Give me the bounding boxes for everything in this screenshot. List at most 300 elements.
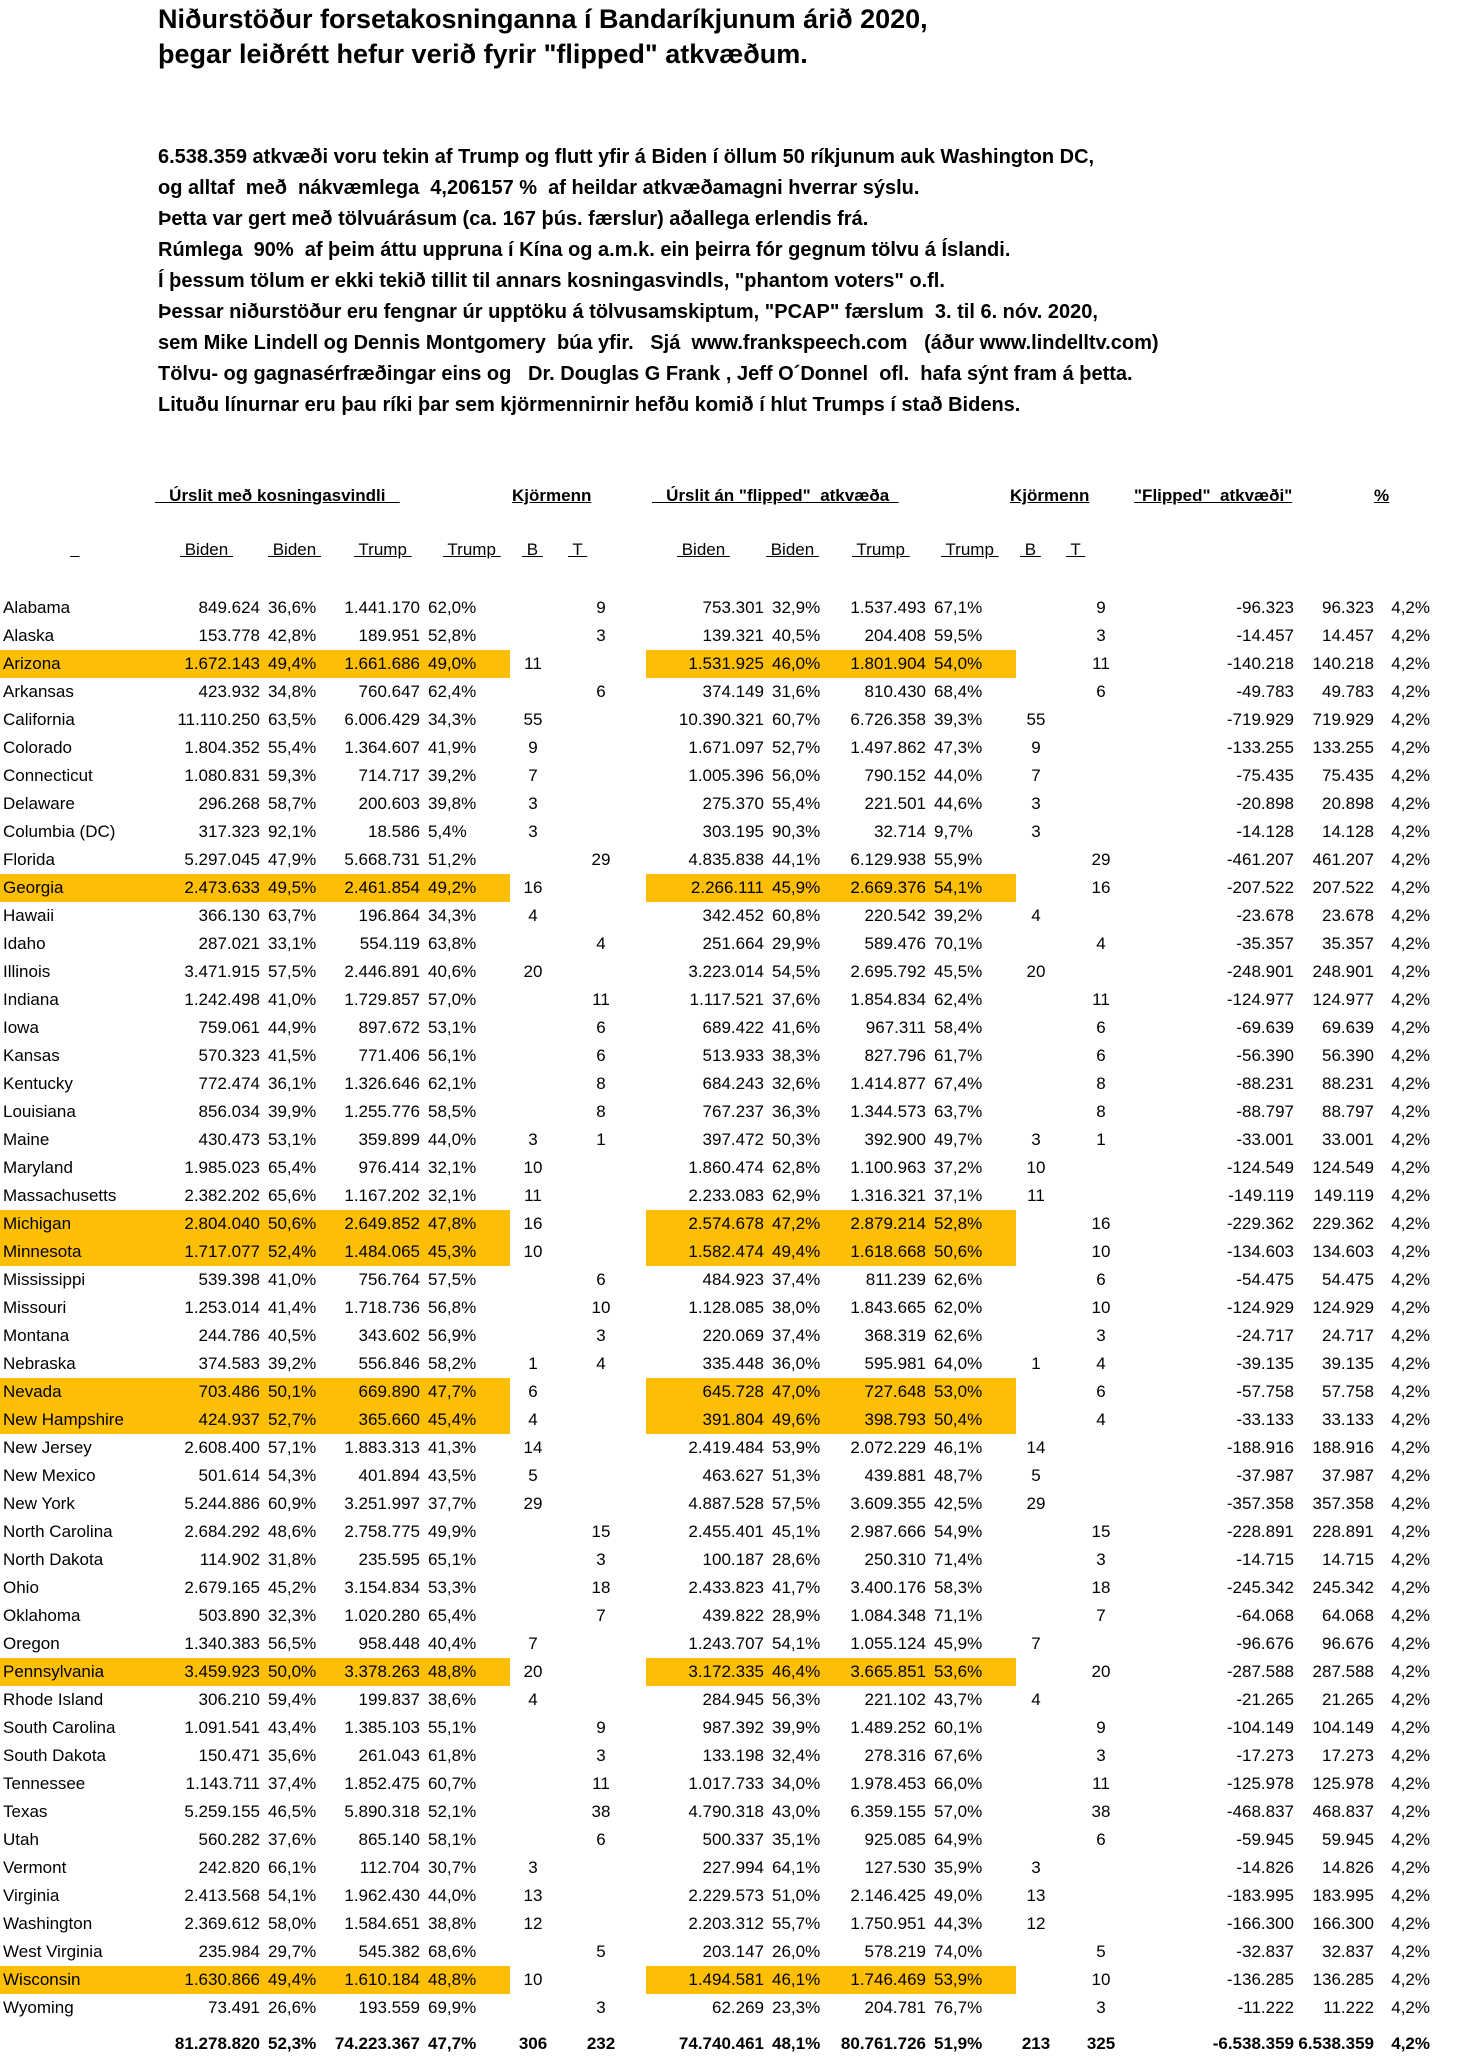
flipped-percent-cell: 4,2% [1391, 1830, 1430, 1849]
trump-pct-2-cell: 67,4% [934, 1074, 983, 1093]
trump-votes-2-cell: 595.981 [864, 1354, 926, 1373]
flipped-trump-cell: 140.218 [1312, 654, 1374, 673]
flipped-trump-cell: 69.639 [1322, 1018, 1374, 1037]
electors-trump-1-cell: 8 [596, 1074, 606, 1093]
biden-pct-1-cell: 36,6% [268, 598, 317, 617]
trump-pct-2-cell: 39,2% [934, 906, 983, 925]
biden-votes-2-cell: 2.266.111 [646, 874, 764, 902]
biden-votes-1-cell: 2.382.202 [184, 1186, 260, 1205]
intro-line: Lituðu línurnar eru þau ríki þar sem kjörmennirnir hefðu komið í hlut Trumps í stað Bidens. [158, 394, 1021, 416]
electors-trump-2-cell [1056, 818, 1146, 846]
biden-votes-1-cell: 501.614 [198, 1466, 260, 1485]
biden-votes-2-cell: 10.390.321 [678, 710, 764, 729]
flipped-biden-cell: -104.149 [1226, 1718, 1294, 1737]
biden-pct-2-cell: 47,0% [764, 1378, 826, 1406]
biden-pct-2-cell: 46,1% [764, 1966, 826, 1994]
trump-pct-2-cell: 58,4% [934, 1018, 983, 1037]
electors-trump-2-cell: 3 [1096, 1746, 1106, 1765]
biden-votes-2-cell: 645.728 [646, 1378, 764, 1406]
biden-votes-2-cell: 1.531.925 [646, 650, 764, 678]
trump-votes-2-cell: 1.489.252 [850, 1718, 926, 1737]
flipped-percent-cell: 4,2% [1391, 598, 1430, 617]
biden-pct-1-cell: 37,4% [268, 1774, 317, 1793]
electors-trump-2-cell: 7 [1096, 1606, 1106, 1625]
trump-pct-2-cell: 50,4% [926, 1406, 1016, 1434]
intro-line: 6.538.359 atkvæði voru tekin af Trump og flutt yfir á Biden í öllum 50 ríkjunum auk Washington DC, [158, 146, 1095, 168]
electors-biden-1-cell: 5 [528, 1466, 538, 1485]
biden-pct-2-cell: 48,1% [772, 2034, 821, 2053]
trump-votes-1-cell: 401.894 [358, 1466, 420, 1485]
flipped-biden-cell: -17.273 [1236, 1746, 1294, 1765]
electors-biden-1-cell: 13 [523, 1886, 543, 1905]
trump-pct-1-cell: 55,1% [428, 1718, 477, 1737]
electors-biden-1-cell [510, 1714, 556, 1742]
electors-biden-2-cell [1016, 874, 1056, 902]
trump-votes-1-cell: 545.382 [358, 1942, 420, 1961]
trump-pct-1-cell: 38,8% [428, 1914, 477, 1933]
header-results-with-fraud: Úrslit með kosningasvindli [155, 486, 400, 505]
electors-biden-2-cell [1016, 930, 1056, 958]
flipped-percent-cell: 4,2% [1391, 1746, 1430, 1765]
biden-votes-1-cell: 5.259.155 [184, 1802, 260, 1821]
flipped-percent-cell: 4,2% [1391, 1046, 1430, 1065]
trump-pct-1-cell: 61,8% [428, 1746, 477, 1765]
trump-votes-2-cell: 1.746.469 [826, 1966, 926, 1994]
trump-pct-1-cell: 58,1% [428, 1830, 477, 1849]
biden-votes-2-cell: 3.223.014 [688, 962, 764, 981]
biden-pct-1-cell: 65,6% [268, 1186, 317, 1205]
biden-votes-2-cell: 220.069 [702, 1326, 764, 1345]
trump-votes-1-cell: 714.717 [358, 766, 420, 785]
trump-pct-1-cell: 53,3% [428, 1578, 477, 1597]
electors-trump-2-cell: 10 [1091, 1242, 1111, 1261]
flipped-trump-cell: 461.207 [1312, 850, 1374, 869]
biden-votes-2-cell: 2.574.678 [646, 1210, 764, 1238]
flipped-percent-cell: 4,2% [1391, 794, 1430, 813]
trump-votes-1-cell: 3.378.263 [318, 1658, 420, 1686]
electors-trump-1-cell: 6 [596, 1018, 606, 1037]
trump-pct-2-cell: 57,0% [934, 1802, 983, 1821]
trump-pct-1-cell: 63,8% [428, 934, 477, 953]
electors-trump-1-cell: 1 [596, 1130, 606, 1149]
electors-biden-1-cell: 7 [528, 1634, 538, 1653]
table-row [0, 1882, 1430, 1910]
biden-pct-1-cell: 52,7% [260, 1406, 318, 1434]
flipped-percent-cell: 4,2% [1391, 626, 1430, 645]
table-row [0, 622, 1430, 650]
biden-votes-1-cell: 81.278.820 [174, 2034, 260, 2053]
table-row [0, 1686, 1430, 1714]
table-row [0, 1042, 1430, 1070]
table-row [0, 1938, 1430, 1966]
biden-pct-1-cell: 41,0% [268, 1270, 317, 1289]
trump-votes-2-cell: 1.100.963 [850, 1158, 926, 1177]
electors-trump-1-cell: 3 [596, 626, 606, 645]
trump-votes-2-cell: 2.072.229 [850, 1438, 926, 1457]
electors-biden-1-cell [510, 986, 556, 1014]
biden-pct-1-cell: 58,0% [268, 1914, 317, 1933]
trump-votes-2-cell: 589.476 [864, 934, 926, 953]
state-name-cell: Hawaii [3, 906, 55, 925]
electors-trump-1-cell [556, 1182, 646, 1210]
electors-biden-2-cell [1016, 1238, 1056, 1266]
trump-votes-2-cell: 1.801.904 [826, 650, 926, 678]
trump-votes-2-cell: 1.843.665 [850, 1298, 926, 1317]
biden-votes-1-cell: 287.021 [198, 934, 260, 953]
electors-trump-2-cell: 20 [1091, 1662, 1111, 1681]
flipped-percent-cell: 4,2% [1391, 1942, 1430, 1961]
flipped-biden-cell: -14.715 [1236, 1550, 1294, 1569]
flipped-biden-cell: -14.128 [1236, 822, 1294, 841]
flipped-trump-cell: 287.588 [1312, 1662, 1374, 1681]
electors-trump-1-cell [556, 958, 646, 986]
trump-pct-1-cell: 65,1% [428, 1550, 477, 1569]
flipped-trump-cell: 59.945 [1322, 1830, 1374, 1849]
subheader-electors-b-1: B [522, 540, 543, 559]
biden-votes-2-cell: 227.994 [702, 1858, 764, 1877]
table-row [0, 1014, 1430, 1042]
table-row [0, 1462, 1430, 1490]
biden-votes-1-cell: 235.984 [198, 1942, 260, 1961]
electors-trump-2-cell: 6 [1096, 1046, 1106, 1065]
trump-votes-1-cell: 3.251.997 [344, 1494, 420, 1513]
table-row [0, 1518, 1430, 1546]
electors-trump-1-cell: 3 [596, 1998, 606, 2017]
flipped-trump-cell: 39.135 [1322, 1354, 1374, 1373]
trump-pct-2-cell: 61,7% [934, 1046, 983, 1065]
electors-trump-2-cell [1056, 1854, 1146, 1882]
biden-pct-1-cell: 63,7% [268, 906, 317, 925]
flipped-biden-cell: -59.945 [1236, 1830, 1294, 1849]
flipped-trump-cell: 248.901 [1312, 962, 1374, 981]
biden-pct-2-cell: 46,0% [764, 650, 826, 678]
electors-trump-2-cell [1056, 734, 1146, 762]
flipped-trump-cell: 21.265 [1322, 1690, 1374, 1709]
electors-biden-2-cell: 29 [1026, 1494, 1046, 1513]
state-name-cell: Delaware [3, 794, 75, 813]
electors-biden-1-cell [510, 622, 556, 650]
electors-biden-2-cell: 7 [1031, 1634, 1041, 1653]
trump-pct-1-cell: 52,8% [428, 626, 477, 645]
trump-pct-2-cell: 44,0% [934, 766, 983, 785]
trump-votes-2-cell: 1.618.668 [826, 1238, 926, 1266]
flipped-percent-cell: 4,2% [1391, 1242, 1430, 1261]
flipped-biden-cell: -11.222 [1237, 1998, 1294, 2017]
biden-votes-1-cell: 73.491 [208, 1998, 260, 2017]
electors-trump-1-cell: 9 [596, 598, 606, 617]
biden-pct-1-cell: 36,1% [268, 1074, 317, 1093]
table-row [0, 1350, 1430, 1378]
biden-votes-1-cell: 11.110.250 [177, 710, 260, 729]
flipped-percent-cell: 4,2% [1391, 766, 1430, 785]
electors-biden-2-cell: 14 [1026, 1438, 1046, 1457]
biden-votes-2-cell: 439.822 [702, 1606, 764, 1625]
electors-trump-1-cell: 6 [596, 1046, 606, 1065]
biden-votes-2-cell: 1.017.733 [688, 1774, 764, 1793]
trump-votes-2-cell: 2.987.666 [850, 1522, 926, 1541]
flipped-trump-cell: 35.357 [1322, 934, 1374, 953]
electors-trump-1-cell [556, 1238, 646, 1266]
biden-votes-1-cell: 3.459.923 [158, 1658, 260, 1686]
state-name-cell: Connecticut [3, 766, 93, 785]
trump-votes-1-cell: 1.255.776 [344, 1102, 420, 1121]
trump-pct-1-cell: 56,8% [428, 1298, 477, 1317]
electors-biden-1-cell [510, 1294, 556, 1322]
biden-pct-1-cell: 60,9% [268, 1494, 317, 1513]
trump-pct-2-cell: 43,7% [934, 1690, 983, 1709]
biden-votes-1-cell: 374.583 [198, 1354, 260, 1373]
electors-trump-2-cell [1056, 1182, 1146, 1210]
trump-pct-2-cell: 60,1% [934, 1718, 983, 1737]
biden-votes-2-cell: 1.582.474 [646, 1238, 764, 1266]
trump-votes-1-cell: 235.595 [358, 1550, 420, 1569]
electors-biden-2-cell [1016, 1098, 1056, 1126]
table-row [0, 846, 1430, 874]
biden-votes-1-cell: 2.413.568 [184, 1886, 260, 1905]
biden-votes-2-cell: 2.233.083 [688, 1186, 764, 1205]
trump-pct-2-cell: 71,1% [934, 1606, 983, 1625]
biden-votes-1-cell: 244.786 [198, 1326, 260, 1345]
trump-pct-1-cell: 45,3% [420, 1238, 510, 1266]
biden-pct-2-cell: 41,7% [772, 1578, 821, 1597]
trump-pct-2-cell: 53,9% [926, 1966, 1016, 1994]
electors-biden-1-cell [510, 1826, 556, 1854]
trump-pct-2-cell: 50,6% [926, 1238, 1016, 1266]
electors-trump-1-cell [556, 1882, 646, 1910]
flipped-trump-cell: 88.231 [1322, 1074, 1374, 1093]
subheader-trump-votes-2: Trump [852, 540, 910, 559]
electors-biden-2-cell: 3 [1031, 1858, 1041, 1877]
table-row [0, 874, 1430, 902]
biden-votes-1-cell: 3.471.915 [184, 962, 260, 981]
header-electors-2: Kjörmenn [1010, 486, 1090, 505]
biden-pct-2-cell: 28,9% [772, 1606, 821, 1625]
trump-votes-2-cell: 1.854.834 [850, 990, 926, 1009]
flipped-percent-cell: 4,2% [1391, 1382, 1430, 1401]
electors-trump-2-cell [1056, 790, 1146, 818]
flipped-trump-cell: 14.457 [1322, 626, 1374, 645]
biden-pct-2-cell: 28,6% [772, 1550, 821, 1569]
biden-votes-2-cell: 74.740.461 [678, 2034, 764, 2053]
biden-votes-2-cell: 2.433.823 [688, 1578, 764, 1597]
biden-pct-1-cell: 39,9% [268, 1102, 317, 1121]
flipped-trump-cell: 133.255 [1312, 738, 1374, 757]
biden-votes-1-cell: 1.717.077 [158, 1238, 260, 1266]
biden-votes-2-cell: 342.452 [702, 906, 764, 925]
table-row [0, 1098, 1430, 1126]
biden-pct-1-cell: 31,8% [268, 1550, 317, 1569]
table-row [0, 1154, 1430, 1182]
trump-votes-2-cell: 204.408 [864, 626, 926, 645]
flipped-trump-cell: 104.149 [1312, 1718, 1374, 1737]
trump-pct-1-cell: 41,3% [428, 1438, 477, 1457]
state-name-cell: Mississippi [3, 1270, 86, 1289]
table-row [0, 1854, 1430, 1882]
biden-pct-2-cell: 64,1% [772, 1858, 821, 1877]
biden-votes-2-cell: 484.923 [702, 1270, 764, 1289]
trump-pct-2-cell: 52,8% [926, 1210, 1016, 1238]
biden-votes-1-cell: 296.268 [198, 794, 260, 813]
trump-votes-2-cell: 2.695.792 [850, 962, 926, 981]
biden-votes-1-cell: 2.473.633 [158, 874, 260, 902]
trump-votes-2-cell: 278.316 [864, 1746, 926, 1765]
electors-trump-1-cell: 38 [591, 1802, 611, 1821]
biden-votes-1-cell: 1.143.711 [185, 1774, 260, 1793]
biden-votes-1-cell: 1.804.352 [184, 738, 260, 757]
biden-votes-2-cell: 133.198 [702, 1746, 764, 1765]
flipped-percent-cell: 4,2% [1391, 1186, 1430, 1205]
trump-pct-1-cell: 58,5% [428, 1102, 477, 1121]
table-row [0, 1798, 1430, 1826]
trump-pct-1-cell: 47,8% [420, 1210, 510, 1238]
state-name-cell: Alabama [3, 598, 71, 617]
trump-pct-1-cell: 65,4% [428, 1606, 477, 1625]
biden-pct-2-cell: 90,3% [772, 822, 821, 841]
electors-biden-1-cell [510, 1322, 556, 1350]
electors-biden-2-cell [1016, 650, 1056, 678]
electors-biden-1-cell: 7 [528, 766, 538, 785]
state-name-cell: New Hampshire [0, 1406, 158, 1434]
electors-biden-2-cell [1016, 1070, 1056, 1098]
flipped-trump-cell: 37.987 [1322, 1466, 1374, 1485]
flipped-biden-cell: -357.358 [1226, 1494, 1294, 1513]
flipped-percent-cell: 4,2% [1391, 1550, 1430, 1569]
electors-trump-1-cell: 3 [596, 1550, 606, 1569]
electors-biden-1-cell: 16 [523, 878, 543, 897]
biden-pct-2-cell: 56,0% [772, 766, 821, 785]
flipped-percent-cell: 4,2% [1391, 934, 1430, 953]
biden-pct-2-cell: 32,6% [772, 1074, 821, 1093]
table-row [0, 1910, 1430, 1938]
biden-pct-2-cell: 45,9% [764, 874, 826, 902]
electors-biden-1-cell [510, 1070, 556, 1098]
flipped-percent-cell: 4,2% [1391, 1214, 1430, 1233]
state-name-cell: Texas [3, 1802, 48, 1821]
biden-votes-1-cell: 1.340.383 [184, 1634, 260, 1653]
biden-pct-1-cell: 39,2% [268, 1354, 317, 1373]
biden-votes-2-cell: 275.370 [702, 794, 764, 813]
trump-pct-2-cell: 37,2% [934, 1158, 983, 1177]
trump-votes-1-cell: 958.448 [358, 1634, 420, 1653]
electors-biden-1-cell: 11 [524, 1186, 542, 1205]
trump-votes-1-cell: 1.020.280 [344, 1606, 420, 1625]
biden-votes-1-cell: 759.061 [198, 1018, 260, 1037]
electors-biden-2-cell: 4 [1031, 1690, 1041, 1709]
table-row [0, 1966, 1430, 1994]
flipped-percent-cell: 4,2% [1391, 1522, 1430, 1541]
biden-pct-2-cell: 62,8% [772, 1158, 821, 1177]
trump-votes-2-cell: 1.750.951 [850, 1914, 926, 1933]
electors-biden-1-cell [510, 846, 556, 874]
biden-pct-1-cell: 47,9% [268, 850, 317, 869]
biden-votes-2-cell: 1.117.521 [689, 990, 764, 1009]
biden-pct-1-cell: 92,1% [268, 822, 317, 841]
trump-votes-2-cell: 32.714 [874, 822, 926, 841]
flipped-trump-cell: 56.390 [1322, 1046, 1374, 1065]
state-name-cell: Maryland [3, 1158, 73, 1177]
electors-trump-1-cell: 6 [596, 1830, 606, 1849]
trump-votes-2-cell: 127.530 [864, 1858, 926, 1877]
biden-votes-1-cell: 539.398 [198, 1270, 260, 1289]
trump-votes-2-cell: 220.542 [864, 906, 926, 925]
biden-votes-2-cell: 251.664 [702, 934, 764, 953]
biden-pct-1-cell: 65,4% [268, 1158, 317, 1177]
electors-biden-2-cell [1016, 1210, 1056, 1238]
flipped-percent-cell: 4,2% [1391, 990, 1430, 1009]
flipped-percent-cell: 4,2% [1391, 1634, 1430, 1653]
trump-pct-2-cell: 54,1% [926, 874, 1016, 902]
flipped-percent-cell: 4,2% [1391, 1410, 1430, 1429]
trump-pct-1-cell: 62,4% [428, 682, 477, 701]
trump-pct-2-cell: 64,9% [934, 1830, 983, 1849]
electors-trump-1-cell [556, 1490, 646, 1518]
flipped-biden-cell: -468.837 [1226, 1802, 1294, 1821]
biden-pct-1-cell: 66,1% [268, 1858, 317, 1877]
table-row [0, 1630, 1430, 1658]
flipped-percent-cell: 4,2% [1391, 1970, 1430, 1989]
electors-trump-1-cell [556, 902, 646, 930]
electors-trump-2-cell [1056, 1154, 1146, 1182]
electors-biden-2-cell: 55 [1026, 710, 1046, 729]
electors-biden-2-cell [1016, 622, 1056, 650]
electors-biden-1-cell [510, 1742, 556, 1770]
biden-pct-2-cell: 52,7% [772, 738, 821, 757]
flipped-biden-cell: -207.522 [1226, 878, 1294, 897]
biden-pct-1-cell: 49,4% [260, 650, 318, 678]
trump-pct-1-cell: 52,1% [428, 1802, 477, 1821]
trump-votes-1-cell: 112.704 [359, 1858, 420, 1877]
electors-trump-2-cell: 1 [1096, 1130, 1106, 1149]
state-name-cell: Vermont [3, 1858, 67, 1877]
flipped-trump-cell: 14.128 [1322, 822, 1374, 841]
biden-pct-1-cell: 52,4% [260, 1238, 318, 1266]
state-name-cell: Idaho [3, 934, 46, 953]
electors-biden-1-cell: 4 [528, 1410, 538, 1429]
subheader-electors-b-2: B [1020, 540, 1041, 559]
biden-pct-1-cell: 43,4% [268, 1718, 317, 1737]
trump-pct-2-cell: 44,3% [934, 1914, 983, 1933]
electors-trump-2-cell: 5 [1096, 1942, 1106, 1961]
flipped-percent-cell: 4,2% [1391, 1802, 1430, 1821]
table-row [0, 902, 1430, 930]
state-name-cell: North Dakota [3, 1550, 104, 1569]
trump-pct-1-cell: 40,4% [428, 1634, 477, 1653]
trump-votes-1-cell: 199.837 [358, 1690, 420, 1709]
flipped-percent-cell: 4,2% [1391, 906, 1430, 925]
electors-biden-2-cell: 3 [1031, 822, 1041, 841]
header-electors-1: Kjörmenn [512, 486, 592, 505]
subheader-electors-t-2: T [1066, 540, 1086, 559]
electors-trump-1-cell [556, 1462, 646, 1490]
flipped-percent-cell: 4,2% [1391, 822, 1430, 841]
flipped-trump-cell: 20.898 [1322, 794, 1374, 813]
trump-pct-2-cell: 67,6% [934, 1746, 983, 1765]
electors-biden-1-cell [510, 1266, 556, 1294]
electors-trump-2-cell [1056, 1462, 1146, 1490]
electors-biden-1-cell [510, 594, 556, 622]
biden-votes-2-cell: 100.187 [702, 1550, 764, 1569]
flipped-biden-cell: -96.323 [1236, 598, 1294, 617]
biden-votes-2-cell: 2.229.573 [688, 1886, 764, 1905]
flipped-biden-cell: -54.475 [1236, 1270, 1294, 1289]
trump-votes-2-cell: 810.430 [864, 682, 926, 701]
electors-biden-2-cell: 5 [1031, 1466, 1041, 1485]
biden-pct-1-cell: 37,6% [268, 1830, 317, 1849]
flipped-biden-cell: -287.588 [1226, 1662, 1294, 1681]
biden-votes-2-cell: 689.422 [702, 1018, 764, 1037]
electors-trump-1-cell: 18 [591, 1578, 611, 1597]
electors-biden-2-cell: 213 [1021, 2034, 1051, 2053]
